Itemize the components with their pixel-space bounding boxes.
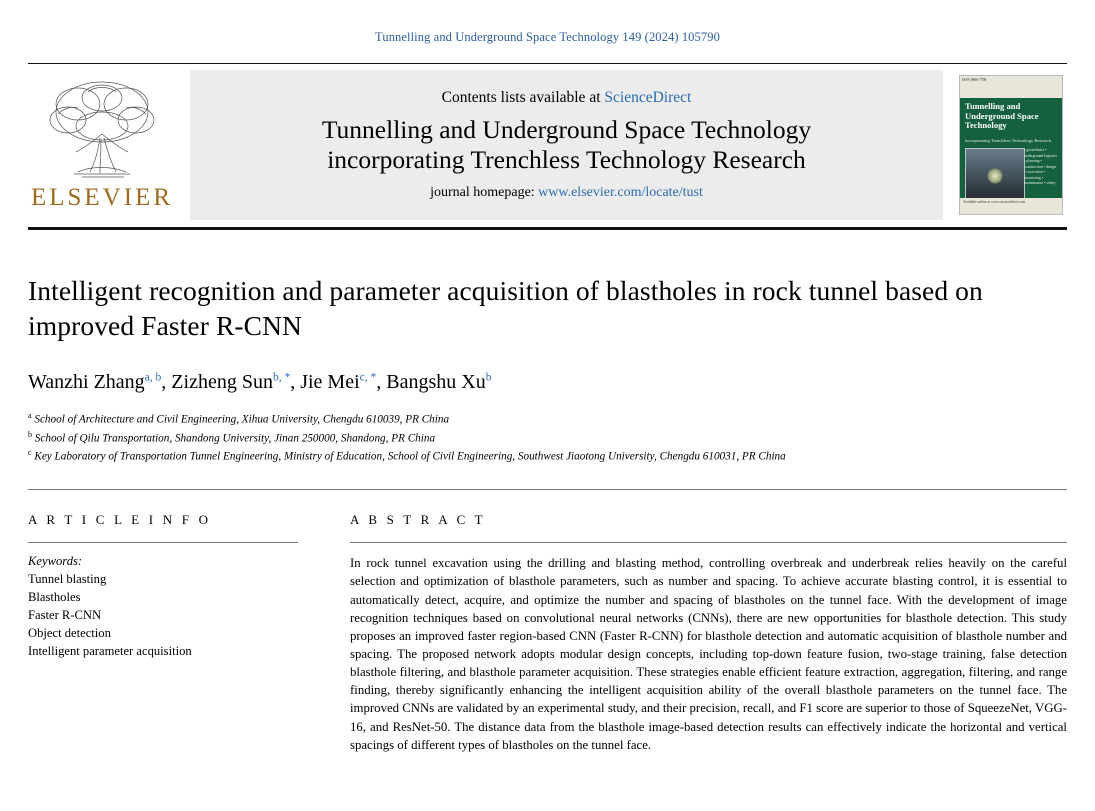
journal-title-line-1: Tunnelling and Underground Space Technology <box>321 114 812 144</box>
page-title: Intelligent recognition and parameter acquisition of blastholes in rock tunnel based on improved Faster R-CNN <box>28 275 983 341</box>
article-info-heading: A R T I C L E I N F O <box>28 512 212 528</box>
keywords-label: Keywords: <box>28 554 83 569</box>
author-name: Bangshu Xu <box>386 371 486 394</box>
author-name: Jie Mei <box>300 371 360 394</box>
keyword-item: Tunnel blasting <box>28 572 107 587</box>
section-divider <box>28 489 1067 490</box>
article-info-column <box>28 512 322 754</box>
author-name: Zizheng Sun <box>171 371 273 394</box>
contents-prefix: Contents lists available at <box>441 88 605 106</box>
journal-homepage-line <box>430 185 703 201</box>
cover-subtitle: incorporating Trenchless Technology Research <box>965 138 1052 143</box>
author-marks: c, * <box>359 371 377 384</box>
affiliation-item <box>28 429 1067 447</box>
publisher-logo <box>28 70 176 220</box>
keyword-item: Object detection <box>28 625 111 640</box>
affiliation-item <box>28 447 1067 465</box>
affiliation-text: School of Qilu Transportation, Shandong University, Jinan 250000, Shandong, PR China <box>34 432 436 445</box>
article-info-rule <box>28 542 298 543</box>
affiliation-text: School of Architecture and Civil Engineering, Xihua University, Chengdu 610039, PR China <box>34 414 450 427</box>
keyword-item: Faster R-CNN <box>28 607 102 622</box>
affiliation-list <box>28 410 1067 465</box>
affiliation-mark: a <box>28 411 32 421</box>
cover-topic-list: • geotechnics • underground logistics • planning • construction • design • excavation • monitoring • maintenance • safety <box>1024 148 1057 185</box>
author-marks: b <box>485 371 492 384</box>
abstract-column <box>322 512 1067 754</box>
sciencedirect-link[interactable]: ScienceDirect <box>604 88 692 106</box>
author-list: Wanzhi Zhang$^{a, b}$, Zizheng Sun$^{b, *}$, Jie Mei$^{c, *}$, Bangshu Xu$^b$ <box>28 371 492 394</box>
info-abstract-columns <box>28 512 1067 754</box>
affiliation-mark: c <box>28 447 32 457</box>
homepage-prefix: journal homepage: <box>430 185 539 201</box>
abstract-rule <box>350 542 1067 543</box>
journal-masthead <box>28 63 1067 230</box>
journal-homepage-link[interactable]: www.elsevier.com/locate/tust <box>538 185 703 201</box>
author-name: Wanzhi Zhang <box>28 371 145 394</box>
journal-title <box>322 115 811 175</box>
running-head: Tunnelling and Underground Space Technology 149 (2024) 105790 <box>375 30 720 44</box>
affiliation-text: Key Laboratory of Transportation Tunnel Engineering, Ministry of Education, School of Civil Engineering, Southwest Jiaotong University, Chengdu 610031, PR China <box>34 450 786 463</box>
affiliation-mark: b <box>28 429 32 439</box>
journal-cover-thumbnail <box>955 70 1067 220</box>
elsevier-tree-icon <box>38 74 166 182</box>
author-marks: a, b <box>144 371 162 384</box>
contents-line <box>442 89 692 107</box>
cover-tunnel-photo <box>965 148 1025 202</box>
author-marks: b, * <box>272 371 291 384</box>
keywords-list <box>28 571 298 660</box>
elsevier-wordmark: ELSEVIER <box>30 184 174 211</box>
cover-bottom-strip: Available online at www.sciencedirect.com <box>960 198 1062 214</box>
keyword-item: Intelligent parameter acquisition <box>28 643 192 658</box>
abstract-heading: A B S T R A C T <box>350 512 486 528</box>
affiliation-item <box>28 410 1067 428</box>
journal-cover <box>959 75 1063 215</box>
journal-header-band <box>190 70 943 220</box>
abstract-text: In rock tunnel excavation using the drilling and blasting method, controlling overbreak and underbreak relies heavily on the careful selection and optimization of blasthole parameters, such as number and spacing. To achieve accurate blasting control, it is essential to automatically detect, acquire, and optimize the number and spacing of blastholes on the tunnel face. With the development of image recognition techniques based on convolutional neural networks (CNNs), there are new opportunities for blasthole detection. This study proposes an improved faster region-based CNN (Faster R-CNN) for blasthole detection and automatic acquisition of blasthole number and spacing. The proposed network adopts modular design concepts, including top-down feature fusion, two-stage training, false detection blasthole filtering, and blasthole parameter acquisition. These strategies enable efficient feature extraction, aggregation, filtering, and range finding, thereby significantly enhancing the intelligent acquisition ability of the overall blasthole parameters on the tunnel face. The improved CNNs are validated by an experimental study, and their precision, recall, and F1 score are superior to those of SqueezeNet, VGG-16, and ResNet-50. The distance data from the blasthole image-based detection results can effectively indicate the horizontal and vertical spacings of different types of blastholes on the tunnel face. <box>350 556 1067 752</box>
cover-title: Tunnelling and Underground Space Technology <box>965 101 1039 131</box>
journal-title-line-2: incorporating Trenchless Technology Research <box>327 145 806 174</box>
cover-top-strip: ISSN 0886-7798 <box>960 76 1062 98</box>
keyword-item: Blastholes <box>28 590 81 605</box>
